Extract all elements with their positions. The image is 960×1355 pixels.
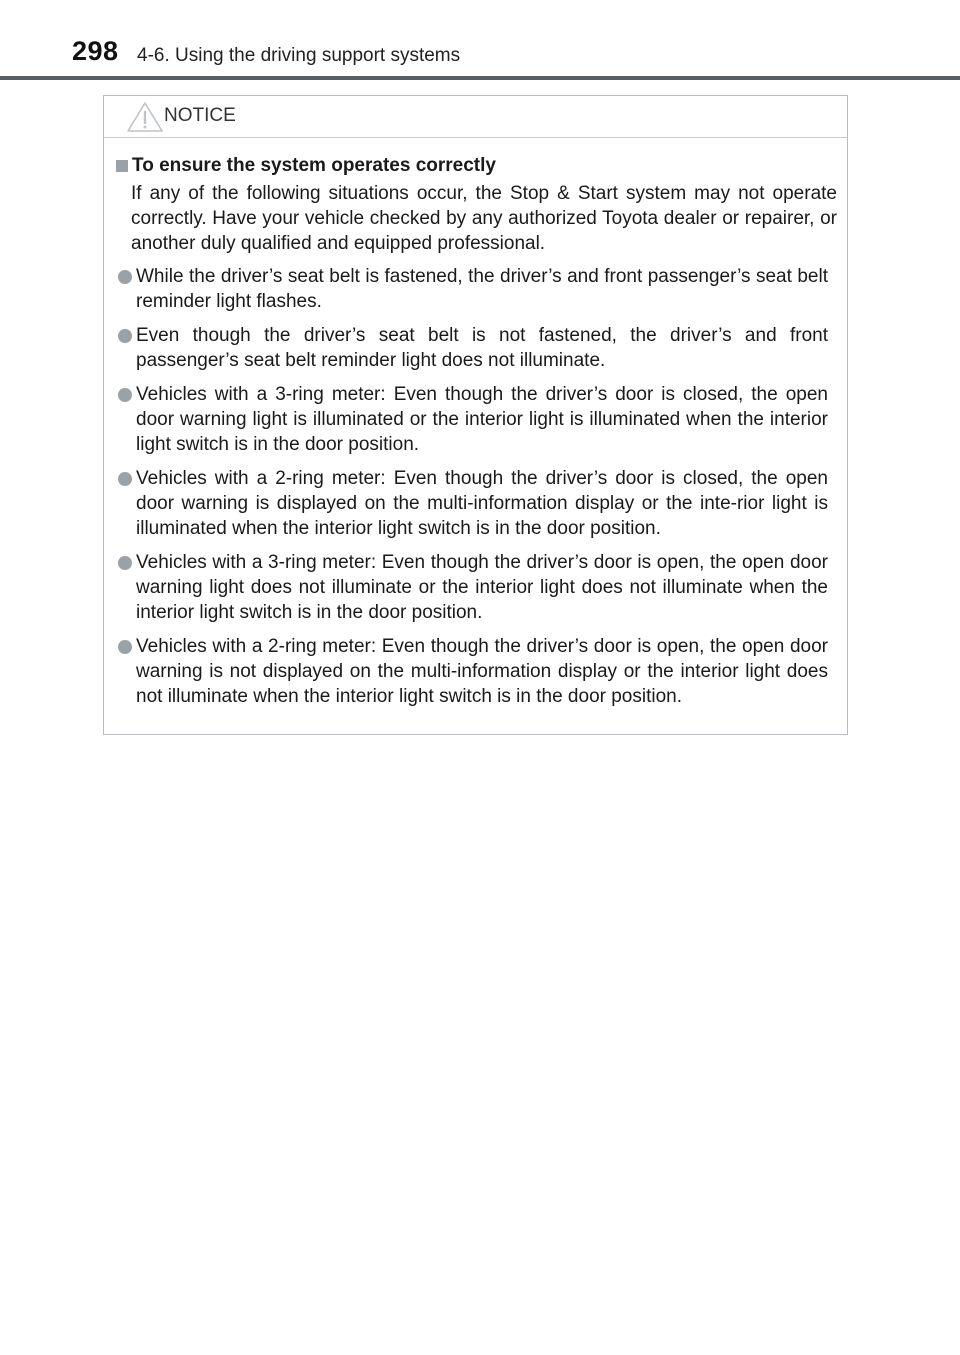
list-item-text: Vehicles with a 3-ring meter: Even though the driver’s door is open, the open door warning light does not illuminate or the interior light does not illuminate when the interior light switch is in the door position.	[136, 552, 828, 623]
list-item	[116, 382, 839, 457]
circle-bullet-icon	[118, 270, 132, 284]
page-number: 298	[72, 36, 119, 66]
list-item	[116, 634, 839, 709]
circle-bullet-icon	[118, 388, 132, 402]
square-bullet-icon	[116, 160, 128, 172]
list-item	[116, 264, 839, 314]
warning-triangle-icon	[126, 101, 164, 133]
list-item-text: Vehicles with a 2-ring meter: Even though the driver’s door is open, the open door warning is not displayed on the multi-information display or the interior light does not illuminate when the interior light switch is in the door position.	[136, 636, 828, 707]
notice-header	[104, 96, 847, 138]
circle-bullet-icon	[118, 556, 132, 570]
condition-list	[116, 264, 839, 709]
list-item	[116, 550, 839, 625]
list-item-text: Even though the driver’s seat belt is not fastened, the driver’s and front passenger’s seat belt reminder light does not illuminate.	[136, 325, 828, 371]
notice-heading	[116, 153, 839, 179]
section-title: 4-6. Using the driving support systems	[137, 45, 461, 66]
list-item	[116, 323, 839, 373]
notice-intro: If any of the following situations occur, the Stop & Start system may not operate correctly. Have your vehicle checked by any authorized Toyota dealer or repairer, or another duly qualified and equipped professional.	[131, 183, 837, 254]
page-header	[0, 0, 960, 80]
header-divider	[0, 76, 960, 80]
notice-content	[104, 138, 847, 709]
list-item-text: Vehicles with a 2-ring meter: Even though the driver’s door is closed, the open door warning is displayed on the multi-information display or the inte-rior light is illuminated when the interior light switch is in the door position.	[136, 468, 828, 539]
notice-heading-text: To ensure the system operates correctly	[132, 155, 496, 176]
list-item	[116, 466, 839, 541]
notice-box	[103, 95, 848, 735]
list-item-text: While the driver’s seat belt is fastened, the driver’s and front passenger’s seat belt reminder light flashes.	[136, 266, 828, 312]
circle-bullet-icon	[118, 640, 132, 654]
circle-bullet-icon	[118, 329, 132, 343]
circle-bullet-icon	[118, 472, 132, 486]
list-item-text: Vehicles with a 3-ring meter: Even though the driver’s door is closed, the open door warning light is illuminated or the interior light is illuminated when the interior light switch is in the door position.	[136, 384, 828, 455]
notice-label: NOTICE	[164, 105, 236, 126]
